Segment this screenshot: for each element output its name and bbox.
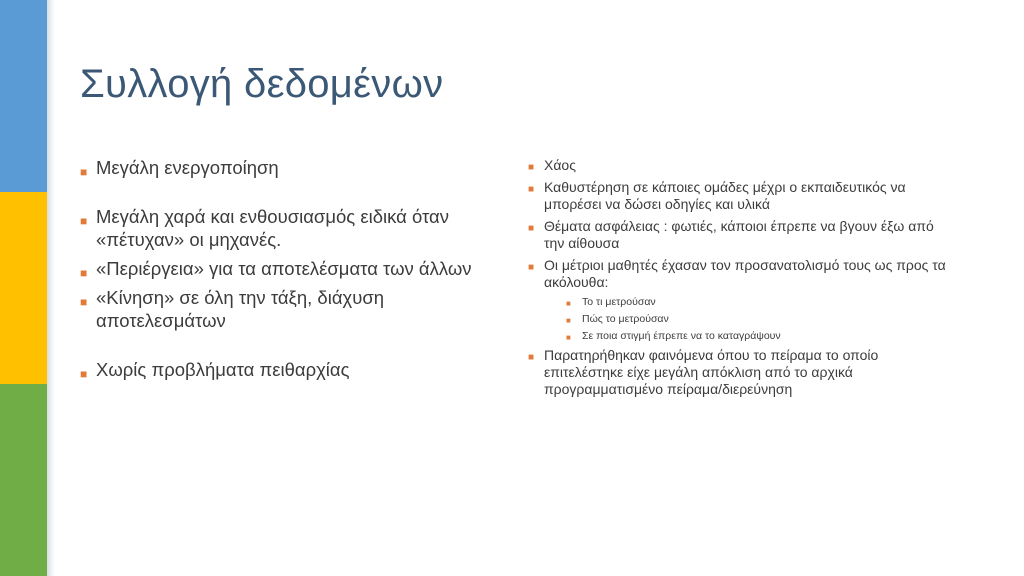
- list-item-text: Χωρίς προβλήματα πειθαρχίας: [96, 359, 350, 380]
- list-item-text: Μεγάλη χαρά και ενθουσιασμός ειδικά όταν «πέτυχαν» οι μηχανές.: [96, 206, 449, 250]
- stripe-shadow: [47, 0, 55, 576]
- accent-stripe-yellow: [0, 192, 47, 384]
- list-item-text: «Περιέργεια» για τα αποτελέσματα των άλλων: [96, 258, 472, 279]
- accent-stripe-green: [0, 384, 47, 576]
- sub-list-item: [566, 296, 948, 309]
- list-item: [528, 257, 948, 291]
- bullet-icon: ■: [528, 162, 535, 173]
- accent-stripe-blue: [0, 0, 47, 192]
- bullet-icon: ■: [566, 333, 571, 342]
- list-item: [528, 218, 948, 252]
- list-item-text: «Κίνηση» σε όλη την τάξη, διάχυση αποτελεσμάτων: [96, 287, 385, 331]
- sub-bullet-list: [528, 296, 948, 343]
- bullet-icon: ■: [528, 184, 535, 195]
- bullet-icon: ■: [80, 165, 88, 179]
- sublist-container: [528, 296, 948, 343]
- list-item: [80, 257, 500, 280]
- bullet-icon: ■: [80, 367, 88, 381]
- bullet-icon: ■: [528, 223, 535, 234]
- list-item-text: Μεγάλη ενεργοποίηση: [96, 157, 279, 178]
- bullet-icon: ■: [80, 295, 88, 309]
- bullet-icon: ■: [566, 299, 571, 308]
- list-item-text: Χάος: [544, 157, 576, 173]
- sub-list-item: [566, 313, 948, 326]
- list-item-text: Θέματα ασφάλειας : φωτιές, κάποιοι έπρεπε να βγουν έξω από την αίθουσα: [544, 218, 934, 251]
- list-item-text: Οι μέτριοι μαθητές έχασαν τον προσανατολισμό τους ως προς τα ακόλουθα:: [544, 257, 946, 290]
- list-item: [80, 286, 500, 332]
- list-item-text: Παρατηρήθηκαν φαινόμενα όπου το πείραμα το οποίο επιτελέστηκε είχε μεγάλη απόκλιση από το αρχικά προγραμματισμένο πείραμα/διερεύνηση: [544, 347, 879, 397]
- list-item: [80, 205, 500, 251]
- left-bullet-list: [80, 156, 500, 381]
- right-bullet-list: [528, 157, 948, 403]
- sub-list-item-text: Πώς το μετρούσαν: [582, 313, 669, 325]
- list-item: [528, 179, 948, 213]
- list-item: [528, 347, 948, 398]
- list-item-text: Καθυστέρηση σε κάποιες ομάδες μέχρι ο εκπαιδευτικός να μπορέσει να δώσει οδηγίες και υλικά: [544, 179, 906, 212]
- list-item: [80, 156, 500, 179]
- list-item: [80, 358, 500, 381]
- sub-list-item: [566, 330, 948, 343]
- bullet-icon: ■: [528, 352, 535, 363]
- bullet-icon: ■: [566, 316, 571, 325]
- bullet-icon: ■: [528, 262, 535, 273]
- sub-list-item-text: Το τι μετρούσαν: [582, 296, 656, 308]
- bullet-icon: ■: [80, 214, 88, 228]
- slide-title: Συλλογή δεδομένων: [80, 62, 444, 106]
- bullet-icon: ■: [80, 266, 88, 280]
- list-item: [528, 157, 948, 174]
- sub-list-item-text: Σε ποια στιγμή έπρεπε να το καταγράψουν: [582, 330, 781, 342]
